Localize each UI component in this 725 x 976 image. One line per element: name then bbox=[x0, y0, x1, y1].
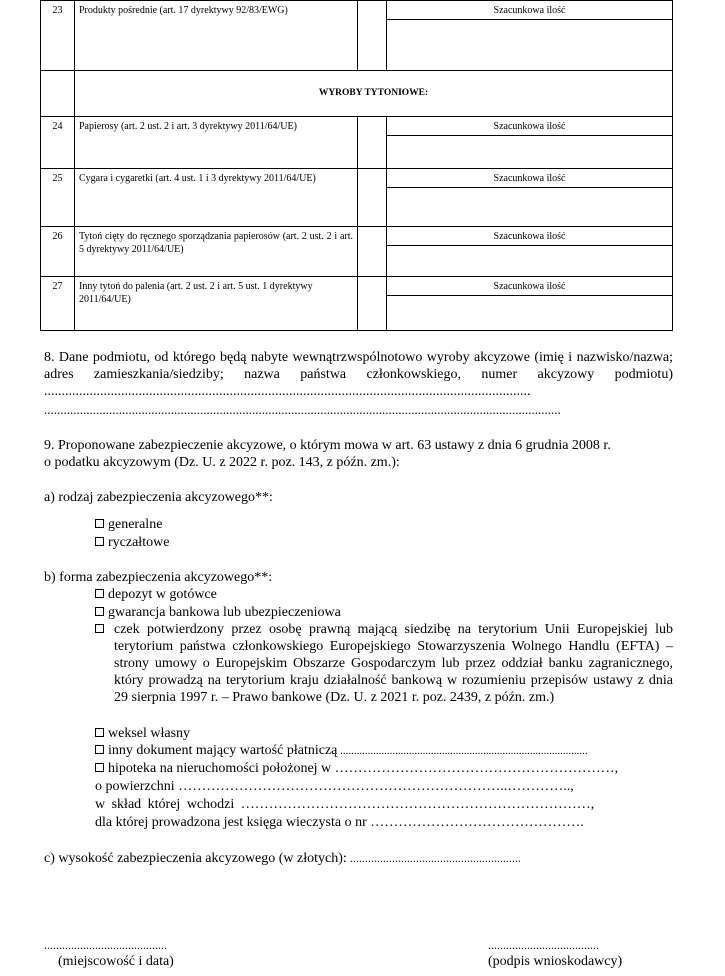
row-number: 24 bbox=[41, 117, 75, 169]
section-header-tobacco: WYROBY TYTONIOWE: bbox=[75, 71, 673, 117]
checkbox-icon[interactable] bbox=[95, 624, 104, 633]
option-generalne[interactable] bbox=[95, 516, 162, 533]
table-row bbox=[41, 277, 673, 331]
hipoteka-contents[interactable]: w skład której wchodzi …………………………………………………………………, bbox=[95, 797, 595, 812]
place-date-label: (miejscowość i data) bbox=[58, 954, 174, 969]
checkbox-icon[interactable] bbox=[95, 607, 104, 616]
section-9-line-1: 9. Proponowane zabezpieczenie akcyzowe, o którym mowa w art. 63 ustawy z dnia 6 grudnia 2008 r. bbox=[44, 438, 611, 453]
option-hipoteka[interactable] bbox=[95, 760, 618, 777]
option-label: generalne bbox=[108, 517, 163, 532]
estimated-quantity-cell bbox=[387, 169, 673, 227]
signature-label: (podpis wnioskodawcy) bbox=[488, 954, 623, 969]
hipoteka-area[interactable]: o powierzchni ……………………………………………………………..………….., bbox=[95, 779, 574, 794]
row-description: Cygara i cygaretki (art. 4 ust. 1 i 3 dyrektywy 2011/64/UE) bbox=[75, 169, 358, 227]
option-czek-checkbox[interactable] bbox=[95, 621, 108, 638]
option-inny-dokument[interactable] bbox=[95, 742, 588, 760]
excise-goods-table bbox=[40, 0, 673, 331]
option-czek-label: czek potwierdzony przez osobę prawną mającą siedzibę na terytorium Unii Europejskiej lub terytorium państwa członkowskiego Europejskiego Stowarzyszenia Wolnego Handlu (EFTA) – strony umowy o Europejskim Obszarze Gospodarczym lub przez oddział banku zagranicznego, który prowadzą na terytorium kraju działalność bankową w rozumieniu przepisów ustawy z dnia 29 sierpnia 1997 r. – Prawo bankowe (Dz. U. z 2021 r. poz. 2439, z późn. zm.) bbox=[114, 622, 673, 705]
table-row bbox=[41, 169, 673, 227]
estimated-quantity-cell bbox=[387, 227, 673, 277]
checkbox-icon[interactable] bbox=[95, 745, 104, 754]
checkbox-icon[interactable] bbox=[95, 589, 104, 598]
estimated-quantity-cell bbox=[387, 1, 673, 71]
estimated-quantity-label: Szacunkowa ilość bbox=[387, 117, 672, 136]
row-gap-cell bbox=[358, 117, 387, 169]
estimated-quantity-cell bbox=[387, 117, 673, 169]
section-8-dots-1[interactable]: ........................................................................................................................................... bbox=[44, 384, 531, 399]
estimated-quantity-label: Szacunkowa ilość bbox=[387, 277, 672, 296]
section-8-dots-2[interactable]: ............................................................................................................................................................... bbox=[44, 402, 561, 417]
option-label: hipoteka na nieruchomości położonej w ……………………………………………………, bbox=[108, 761, 619, 776]
row-description: Tytoń cięty do ręcznego sporządzania papierosów (art. 2 ust. 2 i art. 5 dyrektywy 2011/64/UE) bbox=[75, 227, 358, 277]
option-depozyt[interactable] bbox=[95, 586, 217, 603]
table-row bbox=[41, 1, 673, 71]
row-description: Inny tytoń do palenia (art. 2 ust. 2 i art. 5 ust. 1 dyrektywy 2011/64/UE) bbox=[75, 277, 358, 331]
row-number: 25 bbox=[41, 169, 75, 227]
checkbox-icon[interactable] bbox=[95, 728, 104, 737]
section-9b-label: b) forma zabezpieczenia akcyzowego**: bbox=[44, 570, 273, 585]
option-label: depozyt w gotówce bbox=[108, 587, 217, 602]
row-number: 23 bbox=[41, 1, 75, 71]
table-row bbox=[41, 227, 673, 277]
checkbox-icon[interactable] bbox=[95, 519, 104, 528]
section-9c bbox=[44, 850, 673, 867]
table-row bbox=[41, 117, 673, 169]
row-description: Papierosy (art. 2 ust. 2 i art. 3 dyrektywy 2011/64/UE) bbox=[75, 117, 358, 169]
section-8-body: 8. Dane podmiotu, od którego będą nabyte wewnątrzwspólnotowo wyroby akcyzowe (imię i nazwisko/nazwa; adres zamieszkania/siedziby; nazwa państwa członkowskiego, numer akcyzowy podmiotu) bbox=[44, 350, 673, 382]
place-date-dots[interactable]: ......................................... bbox=[44, 938, 167, 952]
row-description: Produkty pośrednie (art. 17 dyrektywy 92/83/EWG) bbox=[75, 1, 358, 71]
section-8-text bbox=[44, 349, 673, 400]
hipoteka-land-register[interactable]: dla której prowadzona jest księga wieczysta o nr ………………………………………. bbox=[95, 815, 584, 830]
section-9-line-2: o podatku akcyzowym (Dz. U. z 2022 r. poz. 143, z późn. zm.): bbox=[44, 455, 400, 470]
row-gap-cell bbox=[358, 277, 387, 331]
row-gap-cell bbox=[358, 169, 387, 227]
section-9a-label: a) rodzaj zabezpieczenia akcyzowego**: bbox=[44, 490, 273, 505]
checkbox-icon[interactable] bbox=[95, 537, 104, 546]
table-row bbox=[41, 71, 673, 117]
option-label: gwarancja bankowa lub ubezpieczeniowa bbox=[108, 605, 341, 620]
option-label: weksel własny bbox=[108, 726, 191, 741]
row-gap-cell bbox=[358, 1, 387, 71]
estimated-quantity-label: Szacunkowa ilość bbox=[387, 1, 672, 20]
option-label: ryczałtowe bbox=[108, 535, 170, 550]
estimated-quantity-label: Szacunkowa ilość bbox=[387, 169, 672, 188]
row-number: 27 bbox=[41, 277, 75, 331]
row-number bbox=[41, 71, 75, 117]
row-number: 26 bbox=[41, 227, 75, 277]
option-label: inny dokument mający wartość płatniczą bbox=[108, 743, 338, 758]
checkbox-icon[interactable] bbox=[95, 763, 104, 772]
option-gwarancja[interactable] bbox=[95, 604, 341, 621]
signature-dots[interactable]: ..................................... bbox=[488, 938, 599, 952]
option-weksel[interactable] bbox=[95, 725, 190, 742]
estimated-quantity-label: Szacunkowa ilość bbox=[387, 227, 672, 246]
section-9c-label: c) wysokość zabezpieczenia akcyzowego (w złotych): bbox=[44, 851, 347, 866]
estimated-quantity-cell bbox=[387, 277, 673, 331]
section-9c-dots[interactable]: ......................................................... bbox=[346, 851, 521, 865]
option-ryczaltowe[interactable] bbox=[95, 534, 169, 551]
row-gap-cell bbox=[358, 227, 387, 277]
option-dots[interactable]: .......................................................................................... bbox=[337, 745, 588, 757]
